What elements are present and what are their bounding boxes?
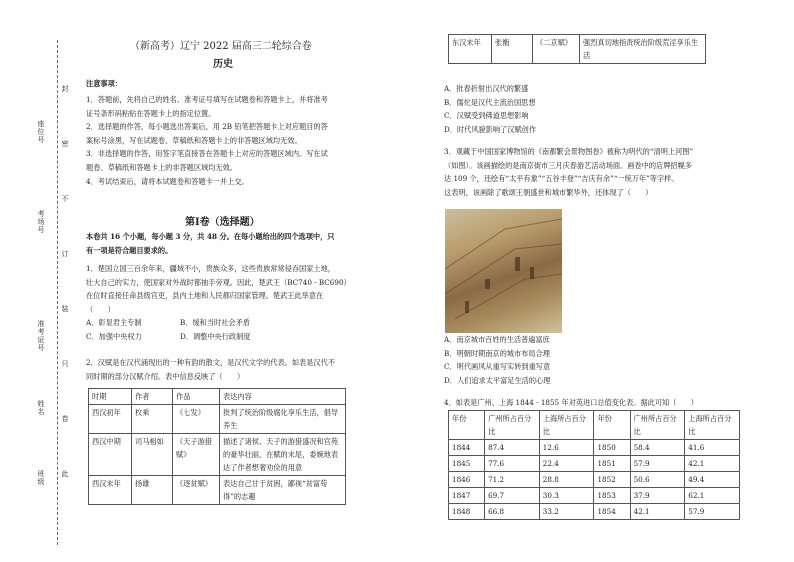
table-cell: 《二京赋》: [533, 35, 580, 64]
binding-mark: 装: [61, 305, 69, 313]
table-row: [89, 389, 346, 405]
notice-body: [86, 93, 328, 188]
binding-mark: 订: [61, 250, 69, 258]
table-cell: 批判了统治阶级腐化享乐生活，倡导养生: [220, 405, 346, 434]
table-cell: 57.9: [630, 456, 685, 472]
table-cell: 62.1: [685, 488, 740, 504]
table-cell-text: 表达自己甘于贫困，鄙视“贫富苟得”的志趣: [223, 479, 328, 501]
table-row: [449, 456, 740, 472]
table-cell: 1851: [594, 456, 630, 472]
table-cell: 1844: [449, 440, 485, 456]
option: B．儒佗是汉代主流治国思想: [444, 97, 536, 107]
table-cell: 33.2: [539, 504, 594, 520]
binding-field-label: 考场号: [37, 210, 45, 234]
question-line: 同时期的部分汉赋介绍。表中信息反映了（ ）: [86, 371, 245, 381]
option: B．明朝时期南京的城市布局合理: [444, 348, 550, 358]
notice-line: 4．考试结束后，请将本试题卷和答题卡一并上交。: [86, 176, 249, 186]
table-cell: 司马相如: [132, 434, 173, 476]
binding-mark: 此: [61, 470, 69, 478]
table-cell: 1845: [449, 456, 485, 472]
option: B．缓和当时社会矛盾: [180, 318, 250, 328]
table-header-cell: 年份: [594, 411, 630, 440]
table-header-cell: 上海所占百分比: [539, 411, 594, 440]
table-cell: 张衡: [492, 35, 533, 64]
table-cell: 西汉初年: [89, 405, 132, 434]
table-cell: 东汉末年: [449, 35, 492, 64]
table-cell: 枚乘: [132, 405, 173, 434]
q4-table: [448, 410, 740, 520]
table-row: [449, 440, 740, 456]
binding-mark: 只: [61, 360, 69, 368]
q3-options: [444, 333, 550, 387]
table-cell: 《天子游猎赋》: [173, 434, 220, 476]
table-cell: 1848: [449, 504, 485, 520]
table-cell: 强烈真切地指责统治阶级荒淫享乐生活: [580, 35, 706, 64]
table-cell: 57.9: [685, 504, 740, 520]
table-cell: 1847: [449, 488, 485, 504]
table-cell: 12.6: [539, 440, 594, 456]
table-cell: 1846: [449, 472, 485, 488]
option: C．明代画风从重写实转到重写意: [444, 362, 551, 372]
table-cell: 1854: [594, 504, 630, 520]
table-cell: 西汉中期: [89, 434, 132, 476]
section-intro-1: 本卷共 16 个小题，每小题 3 分，共 48 分。在每小题给出的四个选项中，只: [86, 232, 335, 241]
question-line: 达 109 个，还绘有“太平有象”“五谷丰登”“吉庆有余”“一统万年”等字样。: [444, 174, 679, 184]
table-cell: 42.1: [685, 456, 740, 472]
table-cell: 50.6: [630, 472, 685, 488]
binding-mark: 卷: [61, 415, 69, 423]
question-line: 在位时直接任命县级官吏，县内土地和人民都归国家管理。楚武王此举意在: [86, 291, 324, 301]
option: D．调整中央行政制度: [180, 332, 251, 342]
notice-heading: 注意事项：: [86, 79, 122, 88]
table-cell: 1850: [594, 440, 630, 456]
notice-line: 3．非选择题的作答，用签字笔直接答在答题卡上对应的答题区域内。写在试: [86, 149, 328, 159]
table-header-cell: 广州所占百分比: [630, 411, 685, 440]
question-line: 壮大自己的实力，使国家对外战时都抽手旁观。因此，楚武王（BC740 - BC690）: [86, 277, 351, 287]
table-cell: 22.4: [539, 456, 594, 472]
binding-field-label: 姓名: [37, 400, 45, 416]
binding-mark: 不: [61, 195, 69, 203]
table-cell: 66.8: [485, 504, 540, 520]
table-cell: 1852: [594, 472, 630, 488]
table-cell: 37.9: [630, 488, 685, 504]
table-cell: [220, 476, 346, 505]
scroll-painting-image: [445, 209, 562, 333]
table-header-cell: 年份: [449, 411, 485, 440]
table-cell: 71.2: [485, 472, 540, 488]
table-cell: 77.6: [485, 456, 540, 472]
question-line: 3．观藏于中国国家博物馆的《南都繁会景物图卷》被称为明代的“清明上河图”: [444, 147, 694, 156]
section-title: 第Ⅰ卷（选择题）: [185, 217, 260, 228]
table-header-cell: 上海所占百分比: [685, 411, 740, 440]
table-cell: 《逐贫赋》: [173, 476, 220, 505]
table-row: [449, 411, 740, 440]
table-cell: 描述了诸侯、天子的游猎盛况和宫苑的豪华壮丽，在赋的末尾，委婉地表达了作者想奢劝俭的用意: [220, 434, 346, 476]
table-cell: 扬雄: [132, 476, 173, 505]
question-line: 2．汉赋是在汉代涌现出的一种有韵的散文，是汉代文学的代表。如表是汉代不: [86, 358, 335, 367]
option: A．批春折射出汉代的繁盛: [444, 84, 529, 93]
question-line: 1．楚国立国三百余年来，疆域不小，贵族众多，这些贵族常常侵吞国家土地，: [86, 264, 335, 273]
table-cell: 41.6: [685, 440, 740, 456]
table-header-cell: 广州所占百分比: [485, 411, 540, 440]
table-row: [449, 35, 706, 64]
question-2: [86, 356, 335, 383]
binding-field-label: 准考证号: [37, 320, 45, 352]
table-row: [89, 405, 346, 434]
table-cell: 28.8: [539, 472, 594, 488]
table-cell: 58.4: [630, 440, 685, 456]
question-line: 这表明，该画除了歌颂王朝盛世和城市繁华外，还体现了（ ）: [444, 187, 653, 197]
table-row: [449, 504, 740, 520]
question-line: （如图）。该画描绘的是南京街市三月庆春游艺活动场面。画卷中的店牌招幌多: [444, 160, 692, 170]
option: C．加强中央权力: [86, 332, 142, 342]
notice-line: 2．选择题的作答，每小题选出答案后，用 2B 铅笔把答题卡上对应题目的答: [86, 122, 328, 132]
binding-mark: 封: [61, 85, 69, 93]
table-cell: 69.7: [485, 488, 540, 504]
option: C．汉赋受到佛道思想影响: [444, 111, 529, 121]
q2-table-continued: [448, 34, 706, 64]
question-1: [86, 262, 351, 344]
q2-table: [88, 388, 346, 505]
table-cell: 42.1: [630, 504, 685, 520]
table-row: [449, 472, 740, 488]
table-row: [89, 434, 346, 476]
notice-line: 题卷、草稿纸和答题卡上的非答题区域均无效。: [86, 162, 237, 172]
table-header-cell: 作者: [132, 389, 173, 405]
q2-options: [444, 82, 536, 136]
table-cell: 《七发》: [173, 405, 220, 434]
table-row: [89, 476, 346, 505]
section-intro-2: 有一项是符合题目要求的。: [86, 246, 173, 255]
exam-title: （新高考）辽宁 2022 届高三二轮综合卷: [130, 41, 312, 52]
table-header-cell: 时期: [89, 389, 132, 405]
option: D．时代风貌影响了汉赋创作: [444, 124, 537, 134]
binding-field-label: 班级: [37, 470, 45, 486]
table-cell: 49.4: [685, 472, 740, 488]
notice-line: 证号条形码粘贴在答题卡上的指定位置。: [86, 108, 216, 118]
table-cell: 30.3: [539, 488, 594, 504]
table-cell: 西汉末年: [89, 476, 132, 505]
question-line: （ ）: [86, 304, 115, 314]
subject-title: 历史: [213, 59, 233, 70]
notice-line: 案标号涂黑，写在试题卷、草稿纸和答题卡上的非答题区域均无效。: [86, 135, 302, 145]
option: A．南京城市百姓的生活普遍富庶: [444, 335, 550, 344]
table-cell: 1853: [594, 488, 630, 504]
notice-line: 1．答题前，先将自己的姓名、准考证号填写在试题卷和答题卡上，并将准考: [86, 95, 328, 104]
question-3: [444, 145, 693, 199]
table-header-cell: 作品: [173, 389, 220, 405]
question-4: 4．如表是广州、上海 1844 - 1855 年对英进口总值变化表。据此可知（ ）: [444, 398, 698, 407]
binding-line: [57, 40, 58, 545]
option: D．人们追求太平富足生活的心理: [444, 375, 551, 385]
table-row: [449, 488, 740, 504]
table-cell: 87.4: [485, 440, 540, 456]
binding-field-label: 座位号: [37, 120, 45, 144]
binding-mark: 密: [61, 140, 69, 148]
option: A．彰显君主专制: [86, 318, 142, 328]
table-header-cell: 表达内容: [220, 389, 346, 405]
